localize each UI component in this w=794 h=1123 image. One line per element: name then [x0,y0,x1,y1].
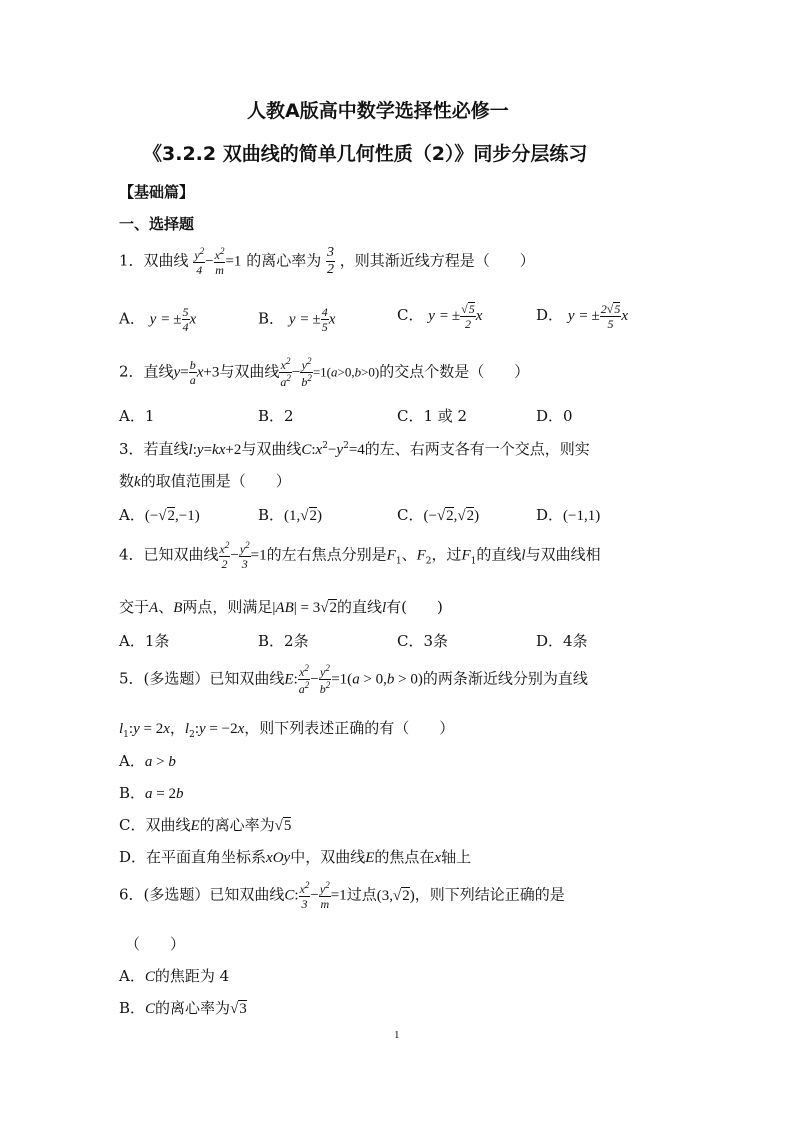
q4-option-d: D．4条 [536,632,588,650]
q1-prefix: 1．双曲线 [119,251,189,270]
q2-option-d: D．0 [536,407,573,425]
q5-option-b: B．a = 2b [119,784,184,802]
q1-tail2: ，则其渐近线方程是（ ） [339,251,535,270]
q5-option-a: A．a > b [119,752,176,770]
title-line-2: 《3.2.2 双曲线的简单几何性质（2）》同步分层练习 [143,143,588,165]
q1-frac-x: $\frac{x^2}{m}$ [214,246,225,277]
question-5-line-1: 5．(多选题）已知双曲线E: $\frac{x^2}{a^2}$ − $\frac{y^2}{b^2}$ =1(a > 0,b > 0)的两条渐近线分别为直线 [119,663,588,696]
question-6-line-1: 6．(多选题）已知双曲线C: $\frac{x^2}{3}$ − $\frac{y^2}{m}$ =1过点(3,√2)，则下列结论正确的是 [119,880,565,911]
question-3-line-2: 数k的取值范围是（ ） [119,472,291,490]
title-line-1: 人教A版高中数学选择性必修一 [247,100,509,122]
q1-tail: 的离心率为 [246,251,322,270]
q3-option-d: D．(−1,1) [536,506,601,524]
question-6-line-2: （ ） [125,935,186,953]
q2-option-a: A．1 [119,407,155,425]
q6-option-b: B．C的离心率为√3 [119,999,247,1017]
q2-option-c: C．1 或 2 [397,407,468,425]
q1-option-a: A． y = ± $\frac{5}{4}$ x [119,305,197,334]
question-5-line-2: $l_1:y = 2x$，$l_2:y = -2x$，则下列表述正确的有（ ） [119,719,455,740]
q6-option-a: A．C的焦距为 4 [119,967,230,985]
q1-option-c: C． y = ± $\frac{√5}{2}$ x [397,302,483,331]
question-1: 1．双曲线 $\frac{y^2}{4}$ − $\frac{x^2}{m}$ =1 的离心率为 $\frac{3}{2}$ ，则其渐近线方程是（ ） [119,245,535,277]
q2-option-b: B．2 [258,407,294,425]
page-number: 1 [394,1029,400,1041]
q3-option-b: B．(1,√2) [258,506,323,524]
q4-option-c: C．3条 [397,632,449,650]
q4-option-a: A．1条 [119,632,170,650]
section-tag: 【基础篇】 [119,183,195,201]
q3-option-a: A．(−√2,−1) [119,506,200,524]
question-2: 2．直线y= $\frac{b}{a}$ x+3与双曲线 $\frac{x^2}{a^2}$ − $\frac{y^2}{b^2}$ =1(a>0,b>0)的交点个数是（ ） [119,356,530,389]
q3-option-c: C．(−√2,√2) [397,506,480,524]
q5-option-d: D．在平面直角坐标系xOy中，双曲线E的焦点在x轴上 [119,848,472,866]
question-3-line-1: 3．若直线l:y=kx+2与双曲线$C:x^2-y^2=4$的左、右两支各有一个交点，则实 [119,440,590,458]
q1-option-b: B． y = ± $\frac{4}{5}$ x [258,305,336,334]
part-heading: 一、选择题 [119,215,195,233]
q1-option-d: D． y = ± $\frac{2√5}{5}$ x [536,302,628,331]
q5-option-c: C．双曲线E的离心率为√5 [119,816,292,834]
q4-option-b: B．2条 [258,632,309,650]
q1-ecc: $\frac{3}{2}$ [327,245,334,277]
question-4-line-1: 4．已知双曲线 $\frac{x^2}{2}$ − $\frac{y^2}{3}$ =1的左右焦点分别是$F_1$、$F_2$，过$F_1$的直线l与双曲线相 [119,540,601,571]
question-4-line-2: 交于A、B两点，则满足|AB| = 3√2的直线l有( ) [119,598,443,616]
q1-frac-y: $\frac{y^2}{4}$ [194,246,205,277]
